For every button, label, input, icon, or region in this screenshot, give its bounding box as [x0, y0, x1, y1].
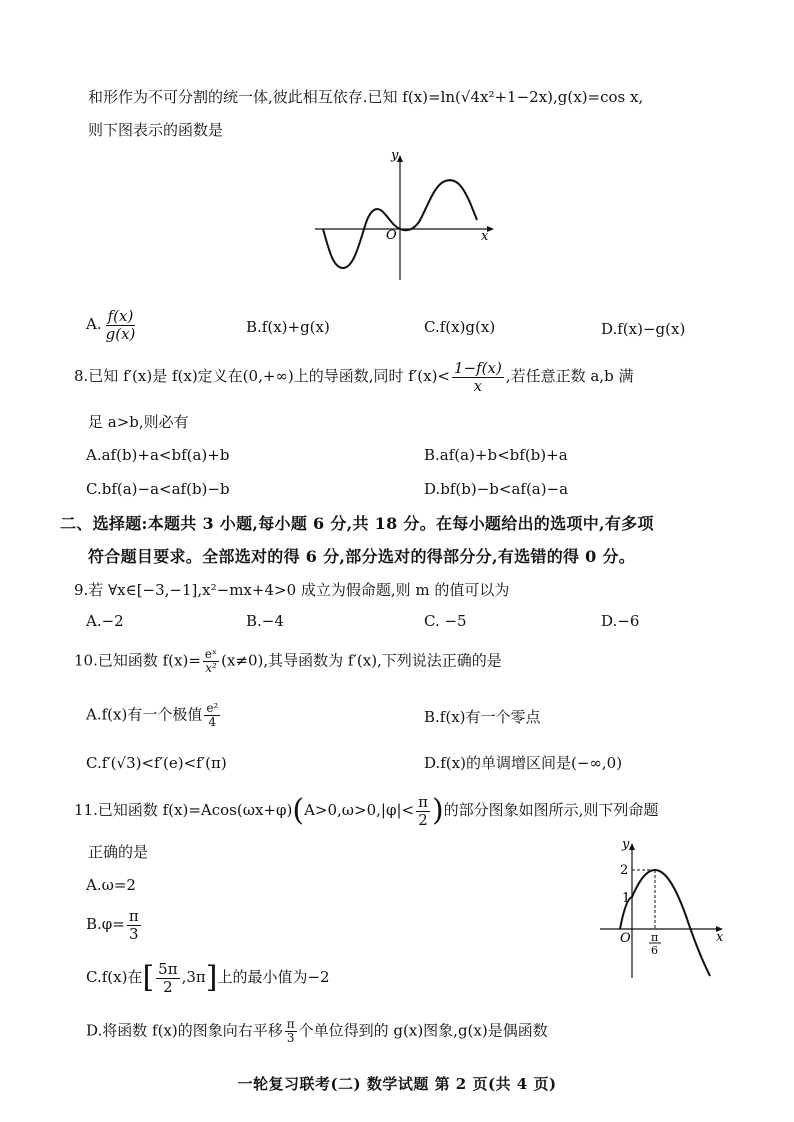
- q10-option-a: A.f(x)有一个极值 $\frac{\text{e²}}{4}$: [86, 701, 219, 730]
- q11-origin-label: O: [620, 931, 631, 946]
- q11-option-d: D.将函数 f(x)的图象向右平移 $\frac{\pi}{3}$ 个单位得到的 g(x)图象,g(x)是偶函数: [86, 1017, 548, 1046]
- q9-option-c: C. −5: [424, 612, 467, 630]
- q11-x-label: x: [716, 930, 724, 945]
- q8-option-a: A.af(b)+a<bf(a)+b: [86, 446, 230, 464]
- q7-option-c: C.f(x)g(x): [424, 318, 496, 336]
- q10-option-b: B.f(x)有一个零点: [424, 708, 541, 726]
- q8-line-2: 足 a>b,则必有: [88, 413, 189, 431]
- q11-tick-2: 2: [620, 863, 629, 878]
- q7-origin-label: O: [386, 228, 397, 243]
- section-2-line-1: 二、选择题:本题共 3 小题,每小题 6 分,共 18 分。在每小题给出的选项中,有多项: [60, 514, 654, 533]
- q11-tick-pi-den: 6: [651, 944, 658, 957]
- q11-y-label: y: [622, 837, 630, 852]
- q11-option-a: A.ω=2: [86, 876, 136, 894]
- q8-option-c: C.bf(a)−a<af(b)−b: [86, 480, 230, 498]
- q11-tick-pi-num: π: [651, 931, 659, 944]
- q9-option-d: D.−6: [601, 612, 640, 630]
- q7-option-b: B.f(x)+g(x): [246, 318, 330, 336]
- q11-curve: [620, 870, 710, 976]
- intro-line-1: 和形作为不可分割的统一体,彼此相互依存.已知 f(x)=ln(√4x²+1−2x),g(x)=cos x,: [88, 88, 644, 106]
- section-2-line-2: 符合题目要求。全部选对的得 6 分,部分选对的得部分分,有选错的得 0 分。: [88, 547, 636, 566]
- q11-option-b: B.φ= $\frac{\pi}{3}$: [86, 907, 139, 943]
- q8-stem: 8.已知 f′(x)是 f(x)定义在(0,+∞)上的导函数,同时 f′(x)< $\frac{1-f(x)}{x}$ ,若任意正数 a,b 满: [74, 359, 634, 395]
- q7-y-label: y: [391, 150, 399, 163]
- q11-line-2: 正确的是: [88, 843, 149, 861]
- q8-option-b: B.af(a)+b<bf(b)+a: [424, 446, 568, 464]
- q10-stem: 10.已知函数 f(x)= $\frac{\text{eˣ}}{\text{x²}}$ (x≠0),其导函数为 f′(x),下列说法正确的是: [74, 647, 502, 676]
- q8-option-d: D.bf(b)−b<af(a)−a: [424, 480, 569, 498]
- q10-option-c: C.f′(√3)<f′(e)<f′(π): [86, 754, 227, 772]
- q9-option-b: B.−4: [246, 612, 284, 630]
- q9-stem: 9.若 ∀x∈[−3,−1],x²−mx+4>0 成立为假命题,则 m 的值可以为: [74, 581, 510, 599]
- q11-graph: [600, 836, 730, 981]
- q7-option-a: A. $\frac{f(x)}{g(x)}$: [86, 307, 136, 343]
- q7-graph: [315, 150, 500, 280]
- q11-stem: 11.已知函数 f(x)=Acos(ωx+φ)(A>0,ω>0,|φ|< $\frac{\pi}{2}$ )的部分图象如图所示,则下列命题: [74, 793, 659, 829]
- q11-tick-1: 1: [622, 891, 631, 906]
- q7-option-d: D.f(x)−g(x): [601, 320, 686, 338]
- q11-option-c: C.f(x)在[ $\frac{5\pi}{2}$ ,3π]上的最小值为−2: [86, 960, 330, 996]
- q10-option-d: D.f(x)的单调增区间是(−∞,0): [424, 754, 623, 772]
- q7-x-label: x: [481, 229, 489, 244]
- page-footer: 一轮复习联考(二) 数学试题 第 2 页(共 4 页): [237, 1075, 557, 1093]
- q9-option-a: A.−2: [86, 612, 124, 630]
- intro-line-2: 则下图表示的函数是: [88, 121, 224, 139]
